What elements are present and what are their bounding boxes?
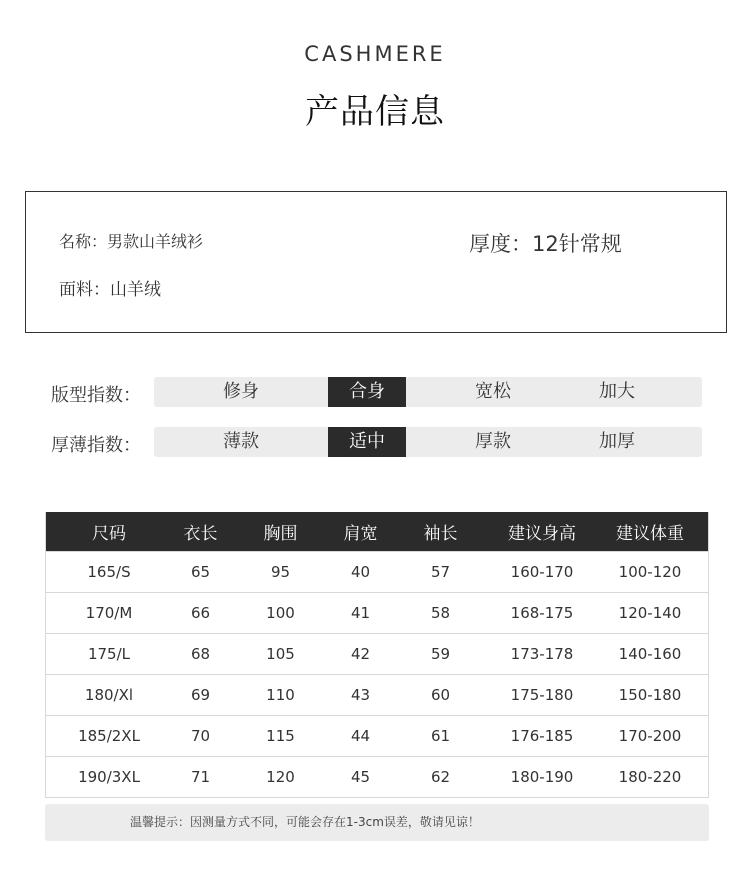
table-cell: 65: [172, 552, 229, 593]
table-row: [46, 675, 709, 716]
table-cell: 42: [332, 634, 389, 675]
table-cell: 95: [229, 552, 332, 593]
table-cell: 140-160: [592, 634, 709, 675]
table-cell: 120-140: [592, 593, 709, 634]
table-cell: 190/3XL: [46, 757, 173, 798]
fit-option-oversize: 加大: [599, 381, 635, 402]
table-cell: 70: [172, 716, 229, 757]
table-cell: 170-200: [592, 716, 709, 757]
measurement-notice: [45, 804, 709, 841]
table-cell: 115: [229, 716, 332, 757]
table-cell: 160-170: [492, 552, 592, 593]
product-thickness: 厚度：12针常规: [469, 232, 622, 256]
table-cell: 170/M: [46, 593, 173, 634]
fit-option-loose: 宽松: [475, 381, 511, 402]
table-cell: 100-120: [592, 552, 709, 593]
fit-index-bar: [154, 377, 702, 407]
table-row: [46, 552, 709, 593]
thickness-index-label: 厚薄指数：: [51, 435, 141, 456]
size-chart-table: [45, 512, 709, 798]
table-cell: 45: [332, 757, 389, 798]
table-cell: 176-185: [492, 716, 592, 757]
table-cell: 43: [332, 675, 389, 716]
table-cell: 180-190: [492, 757, 592, 798]
page-title: 产品信息: [305, 92, 445, 132]
table-cell: 168-175: [492, 593, 592, 634]
table-cell: 120: [229, 757, 332, 798]
table-cell: 57: [389, 552, 492, 593]
table-cell: 175-180: [492, 675, 592, 716]
table-cell: 62: [389, 757, 492, 798]
thickness-option-extra-thick: 加厚: [599, 431, 635, 452]
brand-text: CASHMERE: [304, 42, 446, 66]
table-cell: 58: [389, 593, 492, 634]
table-cell: 41: [332, 593, 389, 634]
product-info-box: [25, 191, 727, 333]
table-cell: 175/L: [46, 634, 173, 675]
thickness-option-thick: 厚款: [475, 431, 511, 452]
table-cell: 185/2XL: [46, 716, 173, 757]
product-material: 面料：山羊绒: [59, 280, 161, 300]
table-cell: 71: [172, 757, 229, 798]
notice-text: 温馨提示：因测量方式不同，可能会存在1-3cm误差，敬请见谅！: [130, 815, 480, 829]
product-name: 名称：男款山羊绒衫: [59, 232, 204, 251]
table-cell: 40: [332, 552, 389, 593]
table-cell: 180/Xl: [46, 675, 173, 716]
fit-option-slim: 修身: [223, 381, 259, 402]
table-row: [46, 716, 709, 757]
fit-option-regular: 合身: [328, 377, 406, 407]
header-chest: 胸围: [229, 512, 332, 552]
table-row: [46, 634, 709, 675]
table-cell: 61: [389, 716, 492, 757]
thickness-option-medium: 适中: [328, 427, 406, 457]
header-height: 建议身高: [492, 512, 592, 552]
header-shoulder: 肩宽: [332, 512, 389, 552]
table-header-row: [46, 512, 709, 552]
header-weight: 建议体重: [592, 512, 709, 552]
table-cell: 44: [332, 716, 389, 757]
fit-index-label: 版型指数：: [51, 385, 141, 406]
thickness-index-bar: [154, 427, 702, 457]
table-cell: 59: [389, 634, 492, 675]
table-cell: 105: [229, 634, 332, 675]
header-size: 尺码: [46, 512, 173, 552]
table-cell: 68: [172, 634, 229, 675]
table-cell: 165/S: [46, 552, 173, 593]
header-sleeve: 袖长: [389, 512, 492, 552]
table-cell: 180-220: [592, 757, 709, 798]
thickness-option-thin: 薄款: [223, 431, 259, 452]
table-cell: 110: [229, 675, 332, 716]
table-cell: 100: [229, 593, 332, 634]
header-length: 衣长: [172, 512, 229, 552]
table-cell: 66: [172, 593, 229, 634]
table-row: [46, 757, 709, 798]
table-cell: 150-180: [592, 675, 709, 716]
table-cell: 173-178: [492, 634, 592, 675]
table-row: [46, 593, 709, 634]
table-cell: 60: [389, 675, 492, 716]
table-cell: 69: [172, 675, 229, 716]
